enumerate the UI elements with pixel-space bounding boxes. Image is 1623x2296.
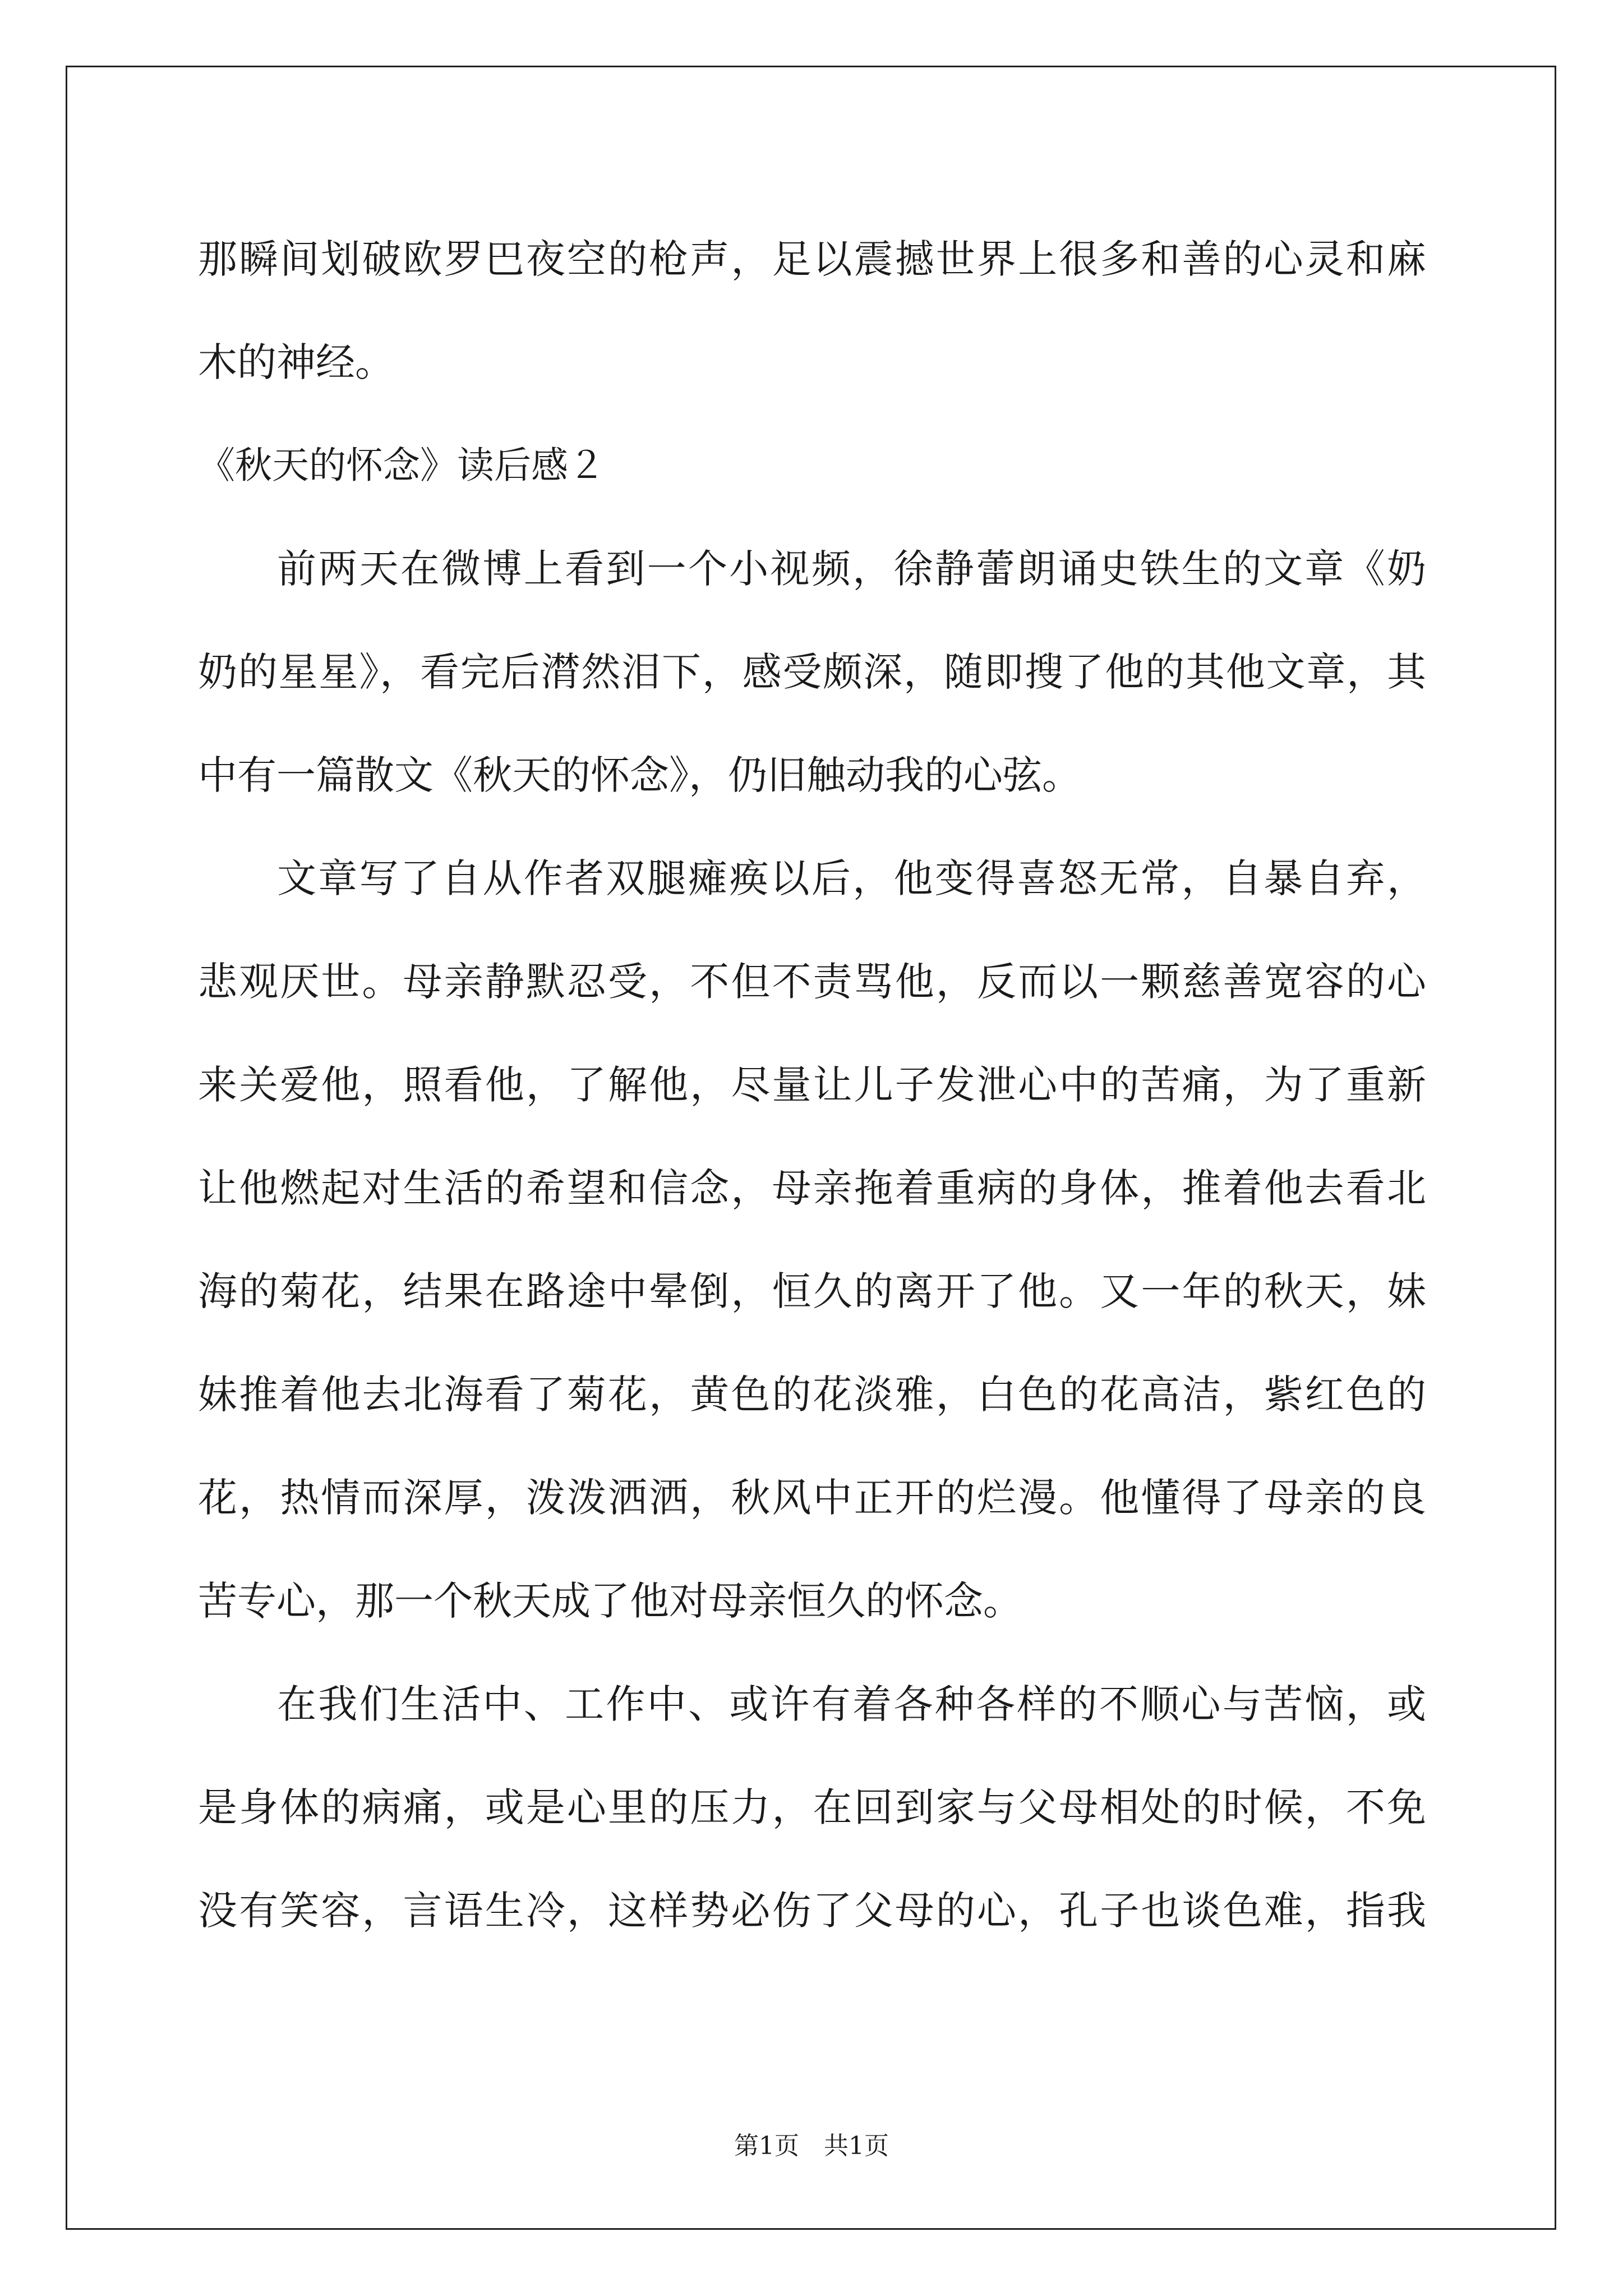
text-line: 是身体的病痛，或是心里的压力，在回到家与父母相处的时候，不免 [198,1784,1426,1830]
text-line: 妹推着他去北海看了菊花，黄色的花淡雅，白色的花高洁，紫红色的 [198,1372,1426,1418]
text-line: 悲观厌世。母亲静默忍受，不但不责骂他，反而以一颗慈善宽容的心 [198,959,1426,1005]
section-title: 《秋天的怀念》读后感２ [198,444,605,487]
text-line: 奶的星星》，看完后潸然泪下，感受颇深，随即搜了他的其他文章，其 [198,649,1426,695]
text-line: 海的菊花，结果在路途中晕倒，恒久的离开了他。又一年的秋天，妹 [198,1268,1426,1314]
text-line: 那瞬间划破欧罗巴夜空的枪声，足以震撼世界上很多和善的心灵和麻 [198,236,1426,282]
document-body [198,208,1426,1962]
page-footer [0,2129,1623,2163]
paragraph-first-line: 在我们生活中、工作中、或许有着各种各样的不顺心与苦恼，或 [277,1681,1426,1727]
text-line: 木的神经。 [198,339,394,385]
text-line: 来关爱他，照看他，了解他，尽量让儿子发泄心中的苦痛，为了重新 [198,1062,1426,1108]
text-line: 没有笑容，言语生冷，这样势必伤了父母的心，孔子也谈色难，指我 [198,1888,1426,1934]
text-line: 苦专心，那一个秋天成了他对母亲恒久的怀念。 [198,1578,1022,1624]
paragraph-first-line: 前两天在微博上看到一个小视频，徐静蕾朗诵史铁生的文章《奶 [277,546,1426,592]
paragraph-first-line: 文章写了自从作者双腿瘫痪以后，他变得喜怒无常，自暴自弃， [277,855,1426,901]
page-number-current: 第1页 [734,2132,799,2160]
text-line: 花，热情而深厚，泼泼洒洒，秋风中正开的烂漫。他懂得了母亲的良 [198,1475,1426,1521]
text-line: 中有一篇散文《秋天的怀念》，仍旧触动我的心弦。 [198,752,1081,798]
text-line: 让他燃起对生活的希望和信念，母亲拖着重病的身体，推着他去看北 [198,1165,1426,1211]
page-number-total: 共1页 [824,2132,889,2160]
